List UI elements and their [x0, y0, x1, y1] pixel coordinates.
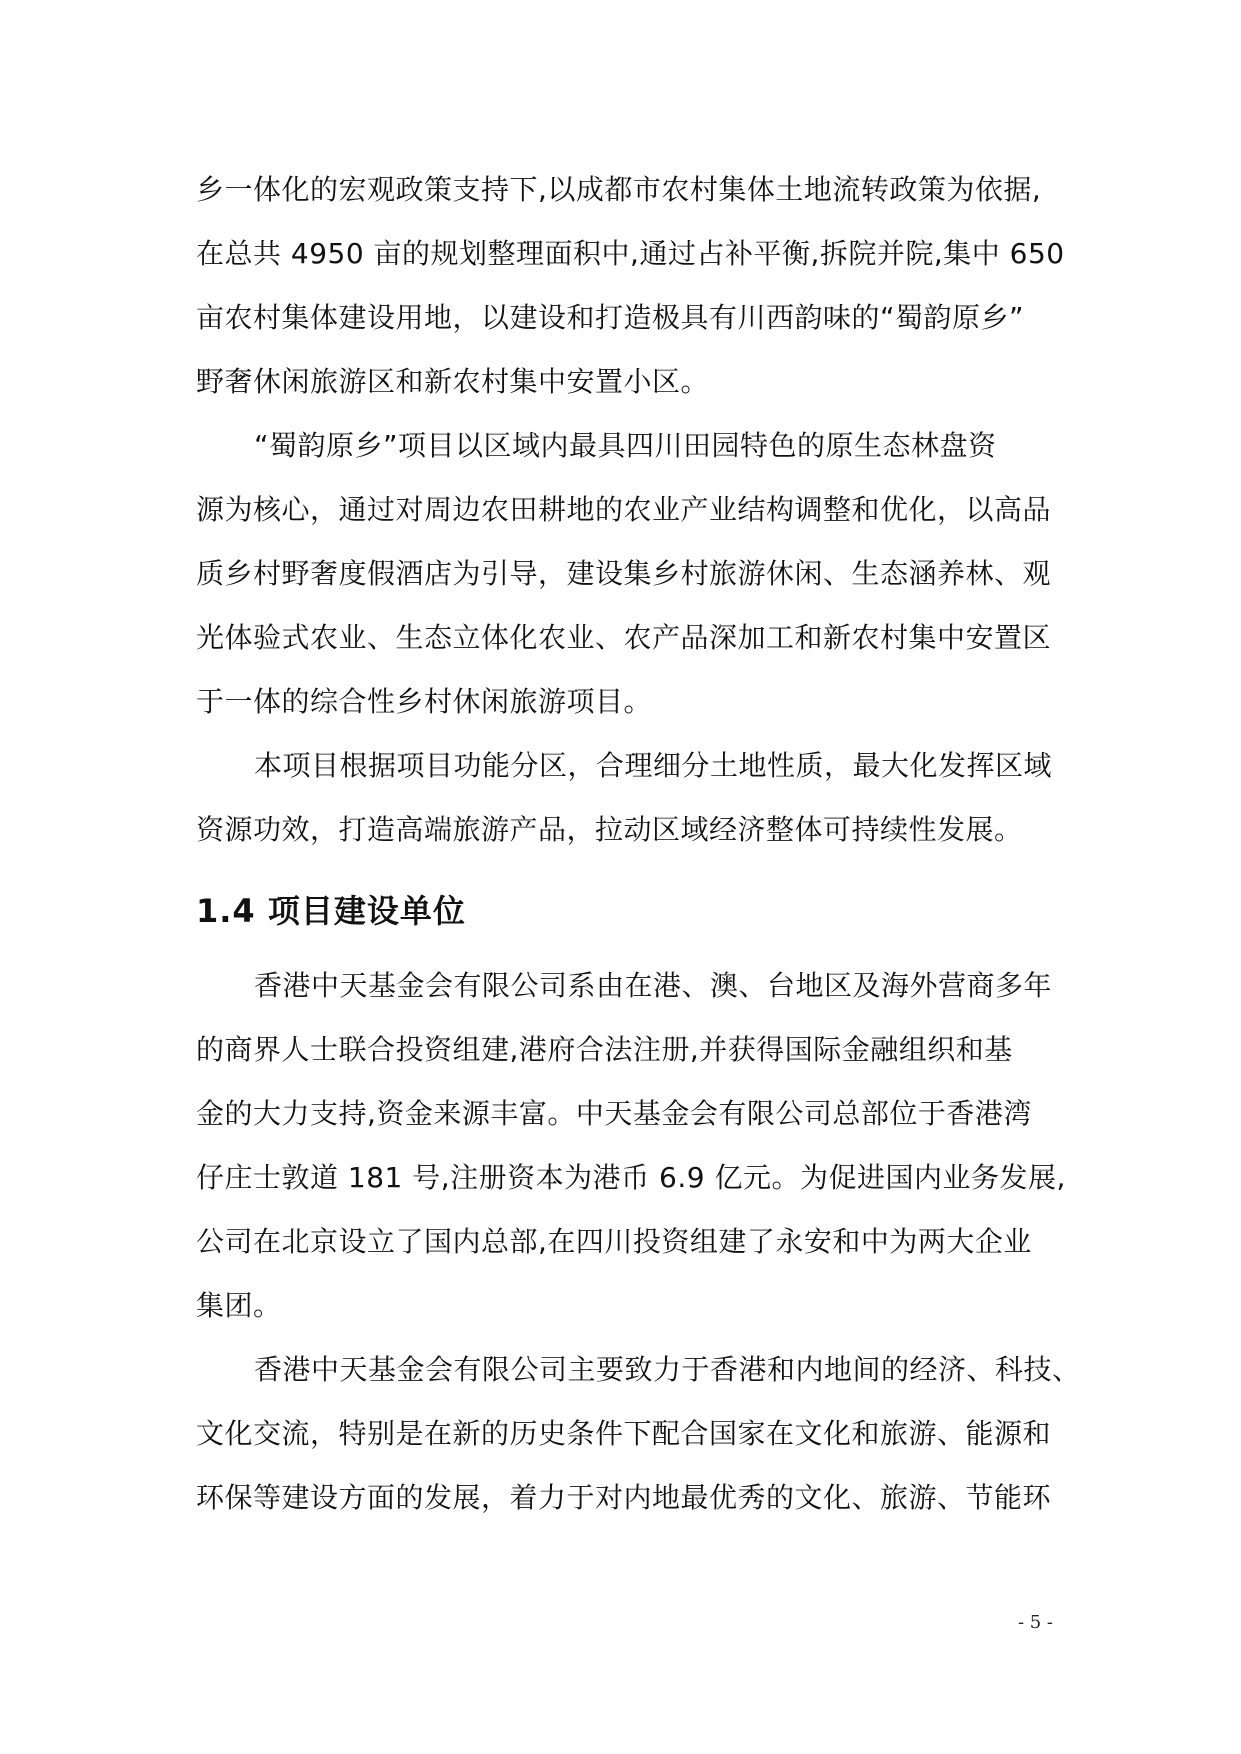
text-line: 环保等建设方面的发展，着力于对内地最优秀的文化、旅游、节能环: [196, 1481, 1052, 1514]
text-line: 本项目根据项目功能分区，合理细分土地性质，最大化发挥区域: [254, 749, 1053, 782]
text-line: 在总共 4950 亩的规划整理面积中,通过占补平衡,拆院并院,集中 650: [196, 237, 1065, 270]
text-line: 光体验式农业、生态立体化农业、农产品深加工和新农村集中安置区: [196, 621, 1052, 654]
page-number: - 5 -: [1017, 1612, 1053, 1633]
text-line: 质乡村野奢度假酒店为引导，建设集乡村旅游休闲、生态涵养林、观: [196, 557, 1052, 590]
text-line: 源为核心，通过对周边农田耕地的农业产业结构调整和优化，以高品: [196, 493, 1052, 526]
text-line: 文化交流，特别是在新的历史条件下配合国家在文化和旅游、能源和: [196, 1417, 1052, 1450]
paragraph-1: [196, 158, 1065, 414]
paragraph-5: [196, 1338, 1081, 1530]
text-line: 资源功效，打造高端旅游产品，拉动区域经济整体可持续性发展。: [196, 813, 1023, 846]
paragraph-4: [196, 954, 1066, 1338]
text-line: 野奢休闲旅游区和新农村集中安置小区。: [196, 365, 710, 398]
text-line: 的商界人士联合投资组建,港府合法注册,并获得国际金融组织和基: [196, 1033, 1013, 1066]
text-line: 仔庄士敦道 181 号,注册资本为港币 6.9 亿元。为促进国内业务发展,: [196, 1161, 1066, 1194]
text-line: 于一体的综合性乡村休闲旅游项目。: [196, 685, 653, 718]
text-line: 香港中天基金会有限公司系由在港、澳、台地区及海外营商多年: [254, 969, 1053, 1002]
text-line: 香港中天基金会有限公司主要致力于香港和内地间的经济、科技、: [254, 1353, 1081, 1386]
text-line: 乡一体化的宏观政策支持下,以成都市农村集体土地流转政策为依据,: [196, 173, 1042, 206]
text-line: “蜀韵原乡”项目以区域内最具四川田园特色的原生态林盘资: [254, 429, 997, 462]
text-line: 金的大力支持,资金来源丰富。中天基金会有限公司总部位于香港湾: [196, 1097, 1032, 1130]
paragraph-3: [196, 734, 1062, 862]
document-body: [196, 158, 1081, 1530]
text-line: 公司在北京设立了国内总部,在四川投资组建了永安和中为两大企业: [196, 1225, 1032, 1258]
text-line: 集团。: [196, 1289, 282, 1322]
section-heading: 1.4 项目建设单位: [196, 892, 466, 930]
text-line: 亩农村集体建设用地，以建设和打造极具有川西韵味的“蜀韵原乡”: [196, 301, 1025, 334]
paragraph-2: [196, 414, 1062, 734]
